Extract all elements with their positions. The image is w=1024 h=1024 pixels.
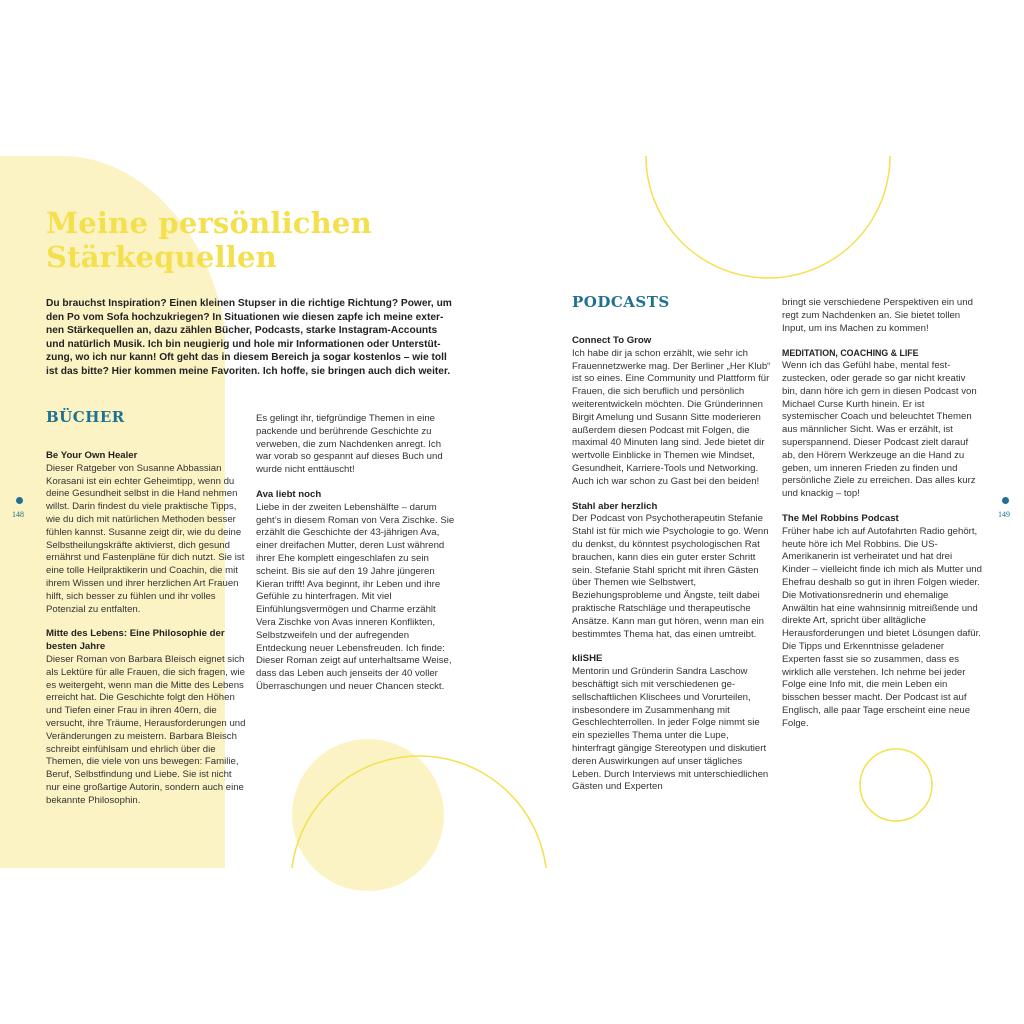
- podcast-title: MEDITATION, COACHING & LIFE: [782, 348, 919, 359]
- podcast-title: Stahl aber herzlich: [572, 500, 658, 512]
- podcast-title: kliSHE: [572, 653, 603, 665]
- book-title: Be Your Own Healer: [46, 450, 138, 461]
- podcast-title: Connect To Grow: [572, 335, 652, 346]
- book-entry-continued: [256, 413, 456, 477]
- books-column-2: [256, 413, 456, 706]
- podcast-title: The Mel Robbins Podcast: [782, 512, 899, 524]
- book-text: Es gelingt ihr, tiefgründige Themen in eine packende und berührende Geschichte zu verweben, die zum Nachdenken anregt. Ich war vorab so gespannt auf dieses Buch und wurde nicht enttäuscht!: [256, 413, 443, 476]
- yellow-blob-bottom: [292, 739, 444, 891]
- book-text: Liebe in der zweiten Lebenshälfte – darum geht’s in diesem Roman von Vera Zischke. Sie erzählt die Geschichte der 43-jährigen Ava, einer dreifachen Mutter, deren Lust während ihrer Ehe komplett eingeschlafen zu sein scheint. Bis sie auf den 19 Jahre jüngeren Kieran trifft! Ava beginnt, ihr Leben und ihre Gefühle zu hinterfragen. Mit viel Einfühlungsvermögen und Charme erzählt Vera Zischke von Avas inneren Konflikten, Selbstzweifeln und der aufregenden Entdeckung neuer Lebensfreuden. Ich finde: Dieser Roman zeigt auf unterhaltsame Weise, dass das Leben auch jenseits der 40 voller Überraschungen und neuer Chancen steckt.: [256, 501, 455, 692]
- podcast-text: Der Podcast von Psychotherapeutin Stefanie Stahl ist für mich wie Psychologie to go. Wenn du denkst, du könntest psychologischen Rat brauchen, kann dies ein guter erster Schritt sein. Stefanie Stahl spricht mit ihren Gästen über Themen wie Selbstwert, Beziehungsprobleme und Ängste, teilt dabei praktische Ratschläge und therapeutische Ansätze. Kann man gut hören, wenn man ein bestimmtes Thema hat, das einen umtreibt.: [572, 513, 769, 640]
- podcast-text: Mentorin und Gründerin Sandra Laschow beschäftigt sich mit verschiedenen gesellschaftlichen Klischees und Vorurteilen, insbesondere im Zusammenhang mit Geschlechterrollen. In jeder Folge nimmt sie ein spezielles Thema unter die Lupe, hinterfragt gängige Stereotypen und diskutiert deren Auswirkungen auf unser tägliches Leben. Durch Interviews mit unterschiedlichen Gästen und Experten: [572, 666, 769, 793]
- podcast-entry-continued: [782, 297, 982, 335]
- page-title-line-2: Stärkequellen: [46, 240, 277, 274]
- podcasts-column-2: [782, 297, 982, 743]
- podcast-text: Wenn ich das Gefühl habe, mental festzustecken, oder gerade so gar nicht kreativ bin, dann höre ich gern in diesen Podcast von Michael Curse Kurth hinein. Er ist systemischer Coach und beleuchtet Themen aus männlicher Sicht. Was er erzählt, ist superspannend. Dieser Podcast zielt darauf ab, den Hörern Werkzeuge an die Hand zu geben, um inneren Frieden zu finden und persönliche Ziele zu erreichen. Das alles kurz und knackig – top!: [782, 360, 977, 500]
- book-title: Mitte des Lebens: Eine Philosophie der besten Jahre: [46, 628, 225, 653]
- podcast-text: Früher habe ich auf Autofahrten Radio gehört, heute höre ich Mel Robbins. Die US-Amerikanerin ist verheiratet und hat drei Kinder – vielleicht finde ich mich als Mutter und Ehefrau deshalb so gut in ihren Folgen wieder. Die Motivationsrednerin und ehemalige Anwältin hat eine wahnsinnig mitreißende und direkte Art, spricht über alltägliche Herausforderungen und bietet Lösungen dafür. Die Tipps und Erkenntnisse geladener Experten fasst sie so zusammen, dass es wirklich alle verstehen. Ich nehme bei jeder Folge eine Info mit, die mein Leben ein bisschen besser macht. Der Podcast ist auf Englisch, alle paar Tage erscheint eine neue Folge.: [782, 525, 982, 729]
- intro-paragraph: Du brauchst Inspiration? Einen kleinen Stupser in die richtige Richtung? Power, um den Po vom Sofa hochzukriegen? In Situationen wie diesen zapfe ich meine externen Stärkequellen an, dazu zählen Bücher, Podcasts, starke Instagram-Accounts und natürlich Musik. Ich bin neugierig und hole mir Informationen oder Unterstützung, wo ich nur kann! Oft geht das in diesem Bereich ja sogar kostenlos – wie toll ist das bitte? Hier kommen meine Favoriten. Ich hoffe, sie bringen auch dich weiter.: [46, 298, 452, 377]
- page-number-left: 148: [12, 510, 24, 519]
- outline-arc-top: [646, 156, 890, 278]
- podcast-text: Ich habe dir ja schon erzählt, wie sehr ich Frauennetzwerke mag. Der Berliner „Her Klub“ ist so eines. Eine Community und Plattform für Frauen, die sich beruflich und persönlich weiterentwickeln möchten. Die Gründerinnen Birgit Amelung und Susann Sitte moderieren außerdem diesen Podcast mit Folgen, die maximal 40 Minuten lang sind. Jede bietet dir wertvolle Einblicke in Themen wie Mindset, Gesundheit, Karriere-Tools und Networking. Auch ich war schon zu Gast bei den beiden!: [572, 347, 771, 487]
- book-title: Ava liebt noch: [256, 488, 322, 500]
- section-heading-books: BÜCHER: [46, 408, 125, 426]
- page-marker-dot-right: [1002, 497, 1009, 504]
- page-number-right: 149: [998, 510, 1010, 519]
- page-title-line-1: Meine persönlichen: [46, 206, 372, 240]
- book-text: Dieser Ratgeber von Susanne Abbassian Korasani ist ein echter Geheimtipp, wenn du deine Gesundheit selbst in die Hand nehmen willst. Darin findest du viele praktische Tipps, wie du dich mit natürlichen Methoden besser fühlen kannst. Susanne zeigt dir, wie du deine Selbstheilungskräfte aktivierst, dich gesund ernährst und Fastenpläne für dich nutzt. Sie ist eine tolle Heilpraktikerin und Coachin, die mit ihrem Wissen und ihrer herzlichen Art Frauen hilft, sich besser zu fühlen und ihr volles Potenzial zu entfalten.: [46, 462, 245, 615]
- section-heading-podcasts: PODCASTS: [572, 293, 670, 311]
- book-text: Dieser Roman von Barbara Bleisch eignet sich als Lektüre für alle Frauen, die sich fragen, wie es weitergeht, wenn man die Mitte des Lebens erreicht hat. Die Geschichte folgt den Höhen und Tiefen einer Frau in ihren 40ern, die versucht, ihre Träume, Herausforderungen und Veränderungen zu meistern. Barbara Bleisch schreibt einfühlsam und ehrlich über die Themen, die viele von uns bewegen: Familie, Beruf, Selbstfindung und Liebe. Sie ist nicht nur eine großartige Autorin, sondern auch eine bekannte Philosophin.: [46, 653, 246, 806]
- page-marker-dot-left: [16, 497, 23, 504]
- podcast-text: bringt sie verschiedene Perspektiven ein und regt zum Nachdenken an. Sie bietet tollen Input, um ins Machen zu kommen!: [782, 297, 973, 334]
- page-title: [46, 206, 426, 274]
- books-column-1: [46, 438, 246, 820]
- podcasts-column-1: [572, 323, 772, 806]
- outline-circle-small: [860, 749, 932, 821]
